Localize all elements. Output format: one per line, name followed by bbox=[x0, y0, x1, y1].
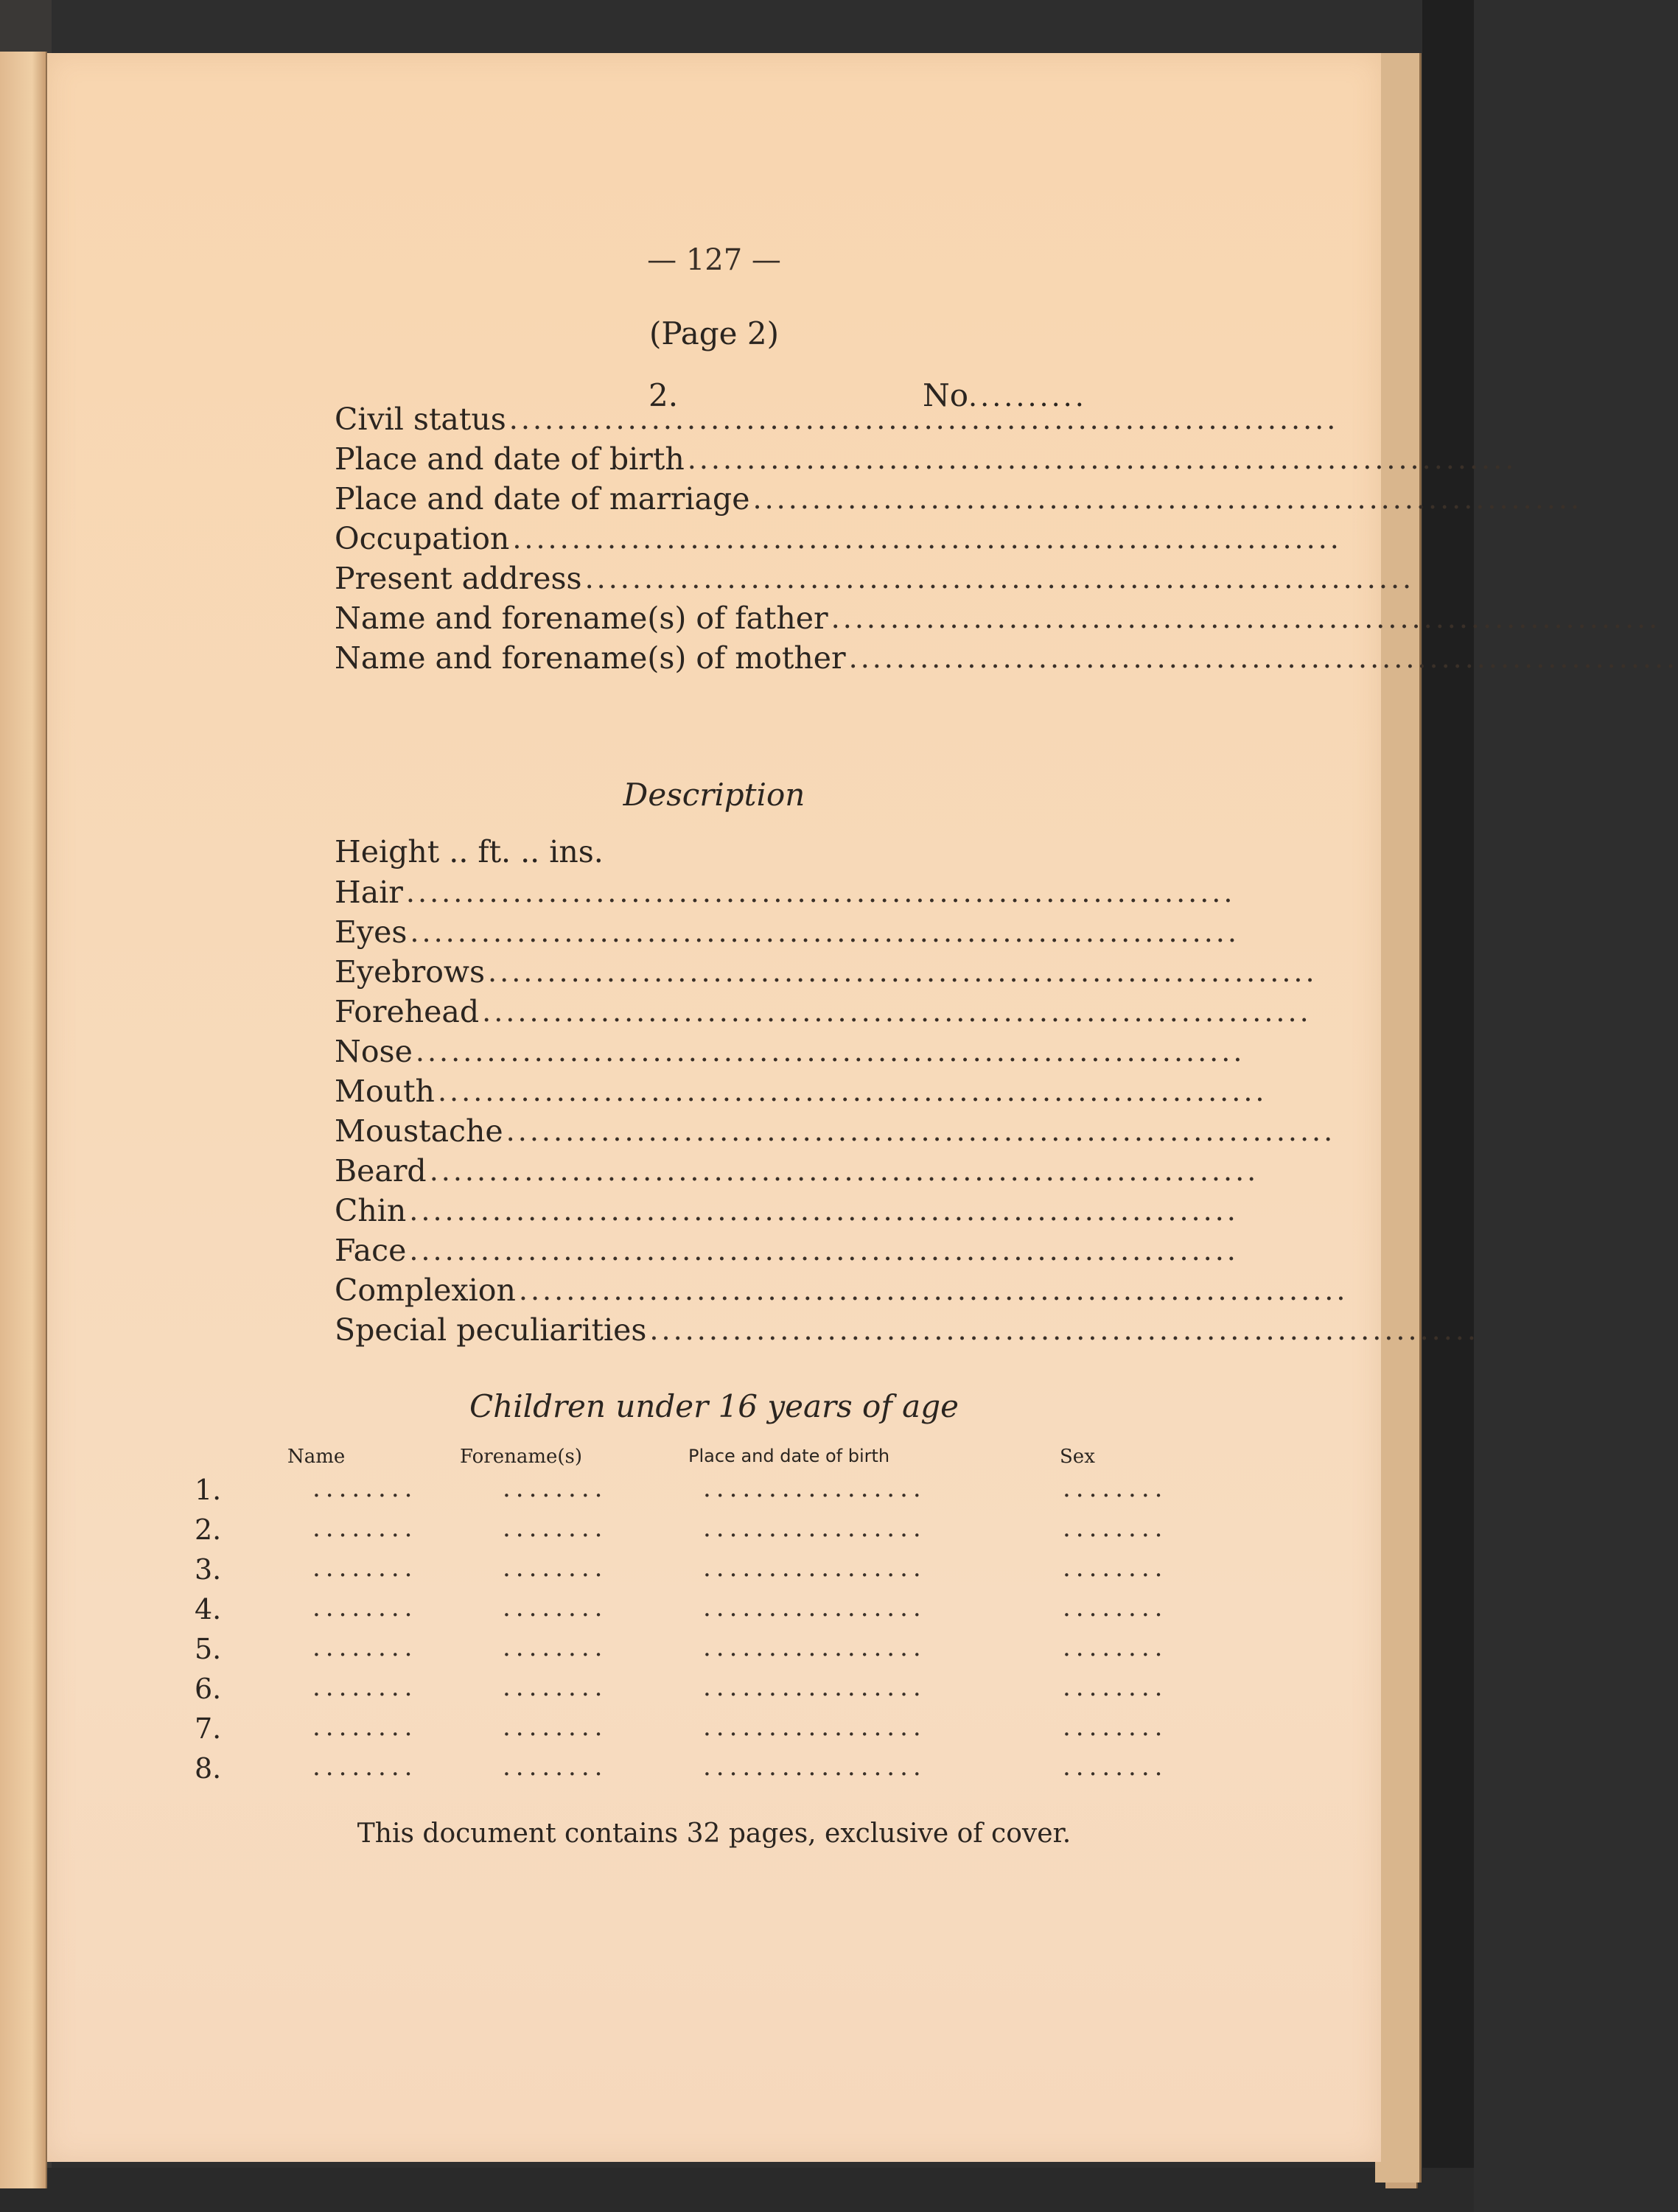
height-line: Height .. ft. .. ins. bbox=[335, 834, 604, 869]
child-cell-dots: ........ bbox=[312, 1474, 418, 1503]
dot-leader: ...................................................................... bbox=[687, 443, 1517, 475]
description-row bbox=[335, 1111, 1336, 1151]
child-cell-dots: ........ bbox=[312, 1633, 418, 1662]
child-row bbox=[195, 1553, 1226, 1593]
description-label: Complexion bbox=[335, 1273, 516, 1308]
child-cell-dots: ........ bbox=[312, 1553, 418, 1583]
description-label: Hair bbox=[335, 875, 403, 910]
child-cell-dots: ........ bbox=[1063, 1633, 1168, 1662]
child-cell-dots: ................. bbox=[703, 1633, 926, 1662]
column-header-name: Name bbox=[287, 1446, 346, 1468]
form-number: 2. bbox=[649, 377, 679, 413]
child-cell-dots: ........ bbox=[312, 1513, 418, 1543]
child-cell-dots: ........ bbox=[1063, 1513, 1168, 1543]
description-heading: Description bbox=[623, 777, 805, 813]
description-label: Eyebrows bbox=[335, 954, 486, 990]
footer-note: This document contains 32 pages, exclusive of cover. bbox=[357, 1819, 1072, 1849]
number-field-label: No bbox=[923, 377, 969, 413]
child-cell-dots: ........ bbox=[503, 1474, 608, 1503]
description-row bbox=[335, 952, 1318, 992]
field-label: Civil status bbox=[335, 402, 506, 437]
page-stack-edge bbox=[1375, 53, 1422, 2183]
dot-leader: ...................................................................... bbox=[488, 956, 1318, 988]
field-label: Occupation bbox=[335, 521, 510, 556]
child-row bbox=[195, 1474, 1226, 1513]
description-label: Forehead bbox=[335, 994, 480, 1029]
description-row bbox=[335, 1151, 1259, 1191]
background-bottom bbox=[0, 2168, 1474, 2212]
child-row bbox=[195, 1593, 1226, 1633]
description-label: Eyes bbox=[335, 914, 408, 950]
field-row bbox=[335, 439, 1517, 479]
child-cell-dots: ................. bbox=[703, 1712, 926, 1742]
child-cell-dots: ................. bbox=[703, 1553, 926, 1583]
child-cell-dots: ........ bbox=[503, 1633, 608, 1662]
description-row bbox=[335, 1191, 1239, 1231]
child-cell-dots: ........ bbox=[1063, 1752, 1168, 1782]
dot-leader: ...................................................................... bbox=[482, 995, 1312, 1028]
dot-leader: ...................................................................... bbox=[508, 403, 1339, 435]
field-label: Name and forename(s) of mother bbox=[335, 640, 846, 676]
description-row bbox=[335, 1032, 1245, 1071]
dot-leader: ...................................................................... bbox=[649, 1314, 1479, 1346]
child-row-number: 6. bbox=[195, 1673, 222, 1705]
description-row bbox=[335, 872, 1236, 912]
field-row bbox=[335, 559, 1415, 598]
description-label: Beard bbox=[335, 1153, 427, 1189]
child-row-number: 2. bbox=[195, 1513, 222, 1546]
column-header-place-date: Place and date of birth bbox=[688, 1446, 890, 1466]
child-cell-dots: ........ bbox=[312, 1752, 418, 1782]
dot-leader: ...................................................................... bbox=[437, 1075, 1268, 1107]
description-row bbox=[335, 1231, 1239, 1270]
document-page bbox=[47, 53, 1678, 2162]
child-cell-dots: ................. bbox=[703, 1752, 926, 1782]
child-cell-dots: ........ bbox=[503, 1673, 608, 1702]
child-row bbox=[195, 1513, 1226, 1553]
number-field: No.......... bbox=[923, 377, 1087, 413]
dot-leader: ...................................................................... bbox=[429, 1155, 1259, 1187]
child-cell-dots: ........ bbox=[503, 1593, 608, 1623]
description-label: Nose bbox=[335, 1034, 413, 1069]
column-header-forenames: Forename(s) bbox=[460, 1446, 583, 1468]
child-cell-dots: ........ bbox=[312, 1593, 418, 1623]
child-row-number: 7. bbox=[195, 1712, 222, 1745]
children-heading: Children under 16 years of age bbox=[469, 1388, 959, 1424]
child-cell-dots: ................. bbox=[703, 1673, 926, 1702]
dot-leader: ...................................................................... bbox=[752, 483, 1583, 515]
child-cell-dots: ........ bbox=[312, 1673, 418, 1702]
description-row bbox=[335, 1071, 1268, 1111]
child-cell-dots: ........ bbox=[503, 1553, 608, 1583]
child-cell-dots: ........ bbox=[1063, 1673, 1168, 1702]
child-row bbox=[195, 1712, 1226, 1752]
description-label: Face bbox=[335, 1233, 407, 1268]
page-label: (Page 2) bbox=[649, 315, 779, 351]
child-cell-dots: ........ bbox=[1063, 1474, 1168, 1503]
description-row bbox=[335, 912, 1240, 952]
field-label: Place and date of birth bbox=[335, 441, 685, 477]
field-row bbox=[335, 399, 1339, 439]
child-cell-dots: ........ bbox=[503, 1513, 608, 1543]
field-label: Place and date of marriage bbox=[335, 481, 750, 517]
dot-leader: ...................................................................... bbox=[506, 1115, 1336, 1147]
description-row bbox=[335, 1310, 1479, 1350]
child-cell-dots: ........ bbox=[1063, 1593, 1168, 1623]
description-label: Chin bbox=[335, 1193, 407, 1228]
child-cell-dots: ........ bbox=[1063, 1712, 1168, 1742]
dot-leader: ...................................................................... bbox=[410, 916, 1240, 948]
child-cell-dots: ........ bbox=[503, 1752, 608, 1782]
field-label: Name and forename(s) of father bbox=[335, 601, 828, 636]
page-number: — 127 — bbox=[647, 243, 781, 277]
column-header-sex: Sex bbox=[1060, 1446, 1095, 1468]
dot-leader: ...................................................................... bbox=[584, 562, 1415, 595]
child-row-number: 3. bbox=[195, 1553, 222, 1586]
description-label: Moustache bbox=[335, 1113, 503, 1149]
description-row bbox=[335, 1270, 1349, 1310]
child-row bbox=[195, 1752, 1226, 1792]
dot-leader: ...................................................................... bbox=[518, 1274, 1349, 1306]
child-row bbox=[195, 1673, 1226, 1712]
child-cell-dots: ........ bbox=[1063, 1553, 1168, 1583]
dot-leader: ...................................................................... bbox=[848, 642, 1678, 674]
dot-leader: ...................................................................... bbox=[405, 876, 1236, 909]
field-label: Present address bbox=[335, 561, 582, 596]
child-row-number: 1. bbox=[195, 1474, 222, 1506]
field-row bbox=[335, 479, 1583, 519]
field-row bbox=[335, 638, 1678, 678]
description-row bbox=[335, 992, 1312, 1032]
description-label: Special peculiarities bbox=[335, 1312, 647, 1348]
child-row-number: 4. bbox=[195, 1593, 222, 1625]
dot-leader: ...................................................................... bbox=[831, 602, 1661, 634]
child-cell-dots: ........ bbox=[503, 1712, 608, 1742]
child-cell-dots: ................. bbox=[703, 1474, 926, 1503]
field-row bbox=[335, 519, 1342, 559]
dot-leader: ...................................................................... bbox=[409, 1194, 1239, 1227]
child-cell-dots: ................. bbox=[703, 1513, 926, 1543]
description-label: Mouth bbox=[335, 1074, 435, 1109]
field-row bbox=[335, 598, 1661, 638]
child-cell-dots: ................. bbox=[703, 1593, 926, 1623]
dot-leader: ...................................................................... bbox=[415, 1035, 1245, 1068]
child-row-number: 5. bbox=[195, 1633, 222, 1665]
child-row bbox=[195, 1633, 1226, 1673]
child-row-number: 8. bbox=[195, 1752, 222, 1785]
dot-leader: ...................................................................... bbox=[409, 1234, 1239, 1267]
facing-page-edge bbox=[0, 52, 47, 2188]
child-cell-dots: ........ bbox=[312, 1712, 418, 1742]
background-right bbox=[1422, 0, 1474, 2212]
dot-leader: ...................................................................... bbox=[512, 522, 1342, 555]
